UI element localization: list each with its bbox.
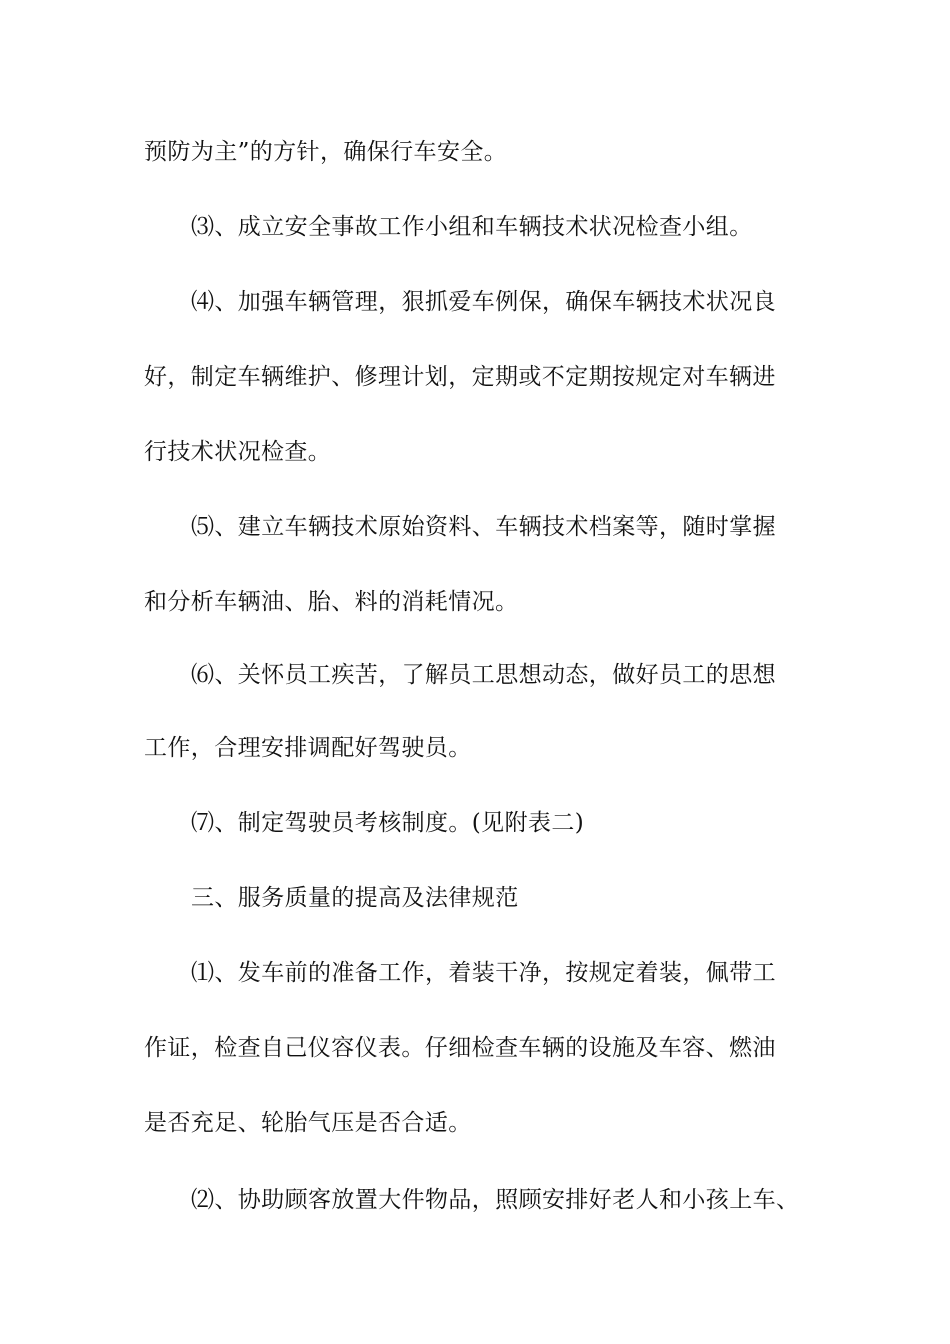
text-line-4: 好，制定车辆维护、修理计划，定期或不定期按规定对车辆进 (144, 364, 776, 390)
text-line-13: 作证，检查自己仪容仪表。仔细检查车辆的设施及车容、燃油 (144, 1035, 776, 1061)
text-line-14: 是否充足、轮胎气压是否合适。 (144, 1110, 472, 1136)
text-line-3: ⑷、加强车辆管理，狠抓爱车例保，确保车辆技术状况良 (191, 289, 776, 315)
text-line-9: 工作，合理安排调配好驾驶员。 (144, 735, 472, 761)
text-line-6: ⑸、建立车辆技术原始资料、车辆技术档案等，随时掌握 (191, 514, 776, 540)
text-line-15: ⑵、协助顾客放置大件物品，照顾安排好老人和小孩上车、 (191, 1187, 800, 1213)
text-line-7: 和分析车辆油、胎、料的消耗情况。 (144, 589, 519, 615)
text-line-2: ⑶、成立安全事故工作小组和车辆技术状况检查小组。 (191, 214, 753, 240)
text-line-8: ⑹、关怀员工疾苦，了解员工思想动态，做好员工的思想 (191, 662, 776, 688)
text-line-10: ⑺、制定驾驶员考核制度。(见附表二) (191, 810, 585, 836)
section-heading: 三、服务质量的提高及法律规范 (191, 885, 519, 911)
text-line-1: 预防为主”的方针，确保行车安全。 (144, 139, 508, 165)
text-line-5: 行技术状况检查。 (144, 439, 332, 465)
text-line-12: ⑴、发车前的准备工作，着装干净，按规定着装，佩带工 (191, 960, 776, 986)
